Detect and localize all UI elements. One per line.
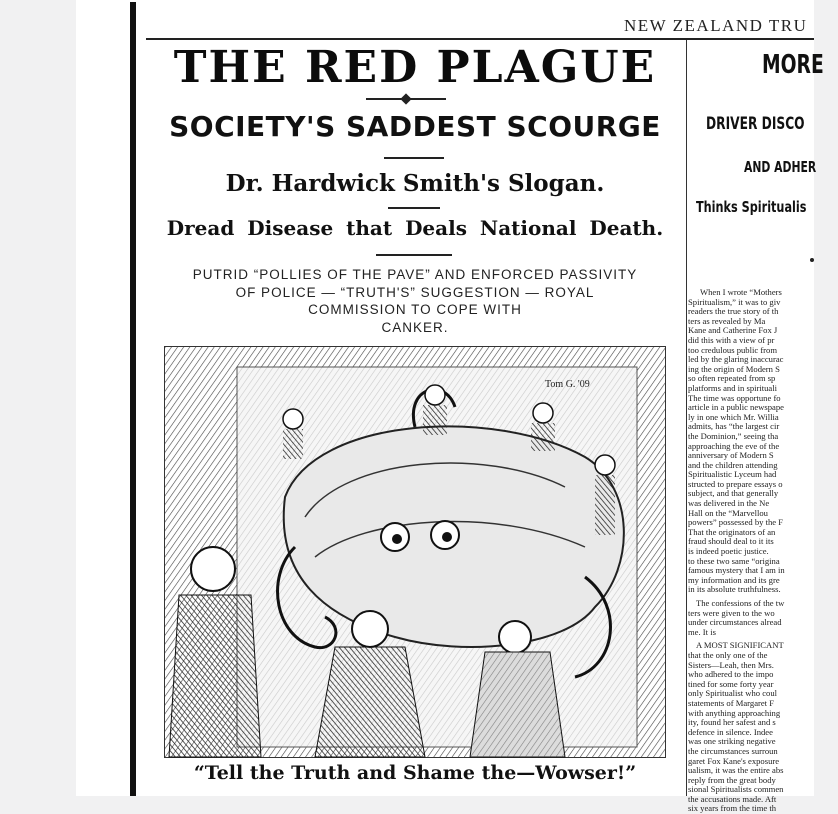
body-line: sional Spiritualists commen <box>688 784 784 795</box>
body-line: reply from the great body <box>688 774 776 785</box>
artist-signature: Tom G. '09 <box>545 379 590 390</box>
body-line: Hall on the “Marvellou <box>688 507 768 518</box>
body-line: The time was opportune fo <box>688 392 781 403</box>
body-line: my information and its gre <box>688 574 780 585</box>
article-subhead-1: SOCIETY'S SADDEST SCOURGE <box>169 110 661 143</box>
body-line: so often repeated from sp <box>688 373 776 384</box>
deck-line: OF POLICE — “TRUTH'S” SUGGESTION — ROYAL <box>235 284 595 300</box>
body-line: the accusations made. Aft <box>688 793 777 804</box>
body-line: did this with a view of pr <box>688 334 775 345</box>
adjacent-column <box>688 40 824 814</box>
deck-line: PUTRID “POLLIES OF THE PAVE” AND ENFORCED PASSIVITY <box>192 267 638 282</box>
body-line: ing the origin of Modern S <box>688 363 780 374</box>
body-line: was one striking negative <box>688 736 776 747</box>
running-head: NEW ZEALAND TRU <box>624 16 808 35</box>
adjacent-subhead-1: DRIVER DISCO <box>706 114 805 134</box>
body-line: was delivered in the Ne <box>688 498 770 509</box>
body-line: That the originators of an <box>688 526 776 537</box>
body-line: Spiritualistic Lyceum had <box>688 469 777 480</box>
headline-ornament <box>366 98 446 100</box>
body-line: the Dominion,” seeing tha <box>688 430 779 441</box>
body-line: article in a public newspape <box>688 402 784 413</box>
adjacent-body-text <box>688 288 838 814</box>
body-line: admits, has “the largest cir <box>688 421 780 432</box>
body-line: platforms and in spirituali <box>688 382 778 393</box>
body-line: ters were given to the wo <box>688 607 775 618</box>
adjacent-subhead-2: AND ADHER <box>744 158 817 176</box>
column-rule <box>686 40 687 796</box>
body-line: Sisters—Leah, then Mrs. <box>688 659 774 670</box>
body-line: readers the true story of th <box>688 306 779 317</box>
body-line: that the only one of the <box>688 649 768 660</box>
viewer-gutter <box>0 0 76 796</box>
body-line: subject, and that generally <box>688 488 779 499</box>
page-edge-border <box>130 2 136 796</box>
body-line: The confessions of the tw <box>696 598 785 608</box>
body-line: under circumstances alread <box>688 617 782 628</box>
body-line: who adhered to the impo <box>688 669 774 680</box>
divider-rule-2 <box>388 207 440 209</box>
body-line: fraud should deal to it its <box>688 536 774 547</box>
body-line: the circumstances surroun <box>688 745 778 756</box>
body-line: famous mystery that I am in <box>688 565 785 576</box>
body-line: A MOST SIGNIFICANT <box>696 640 784 651</box>
body-line: to these two same “origina <box>688 555 780 566</box>
body-line: with anything approaching <box>688 707 781 718</box>
adjacent-subhead-3: Thinks Spiritualis <box>696 198 807 216</box>
deck-line: CANKER. <box>381 319 449 335</box>
body-line: statements of Margaret F <box>688 697 774 708</box>
body-line: ly in one which Mr. Willia <box>688 411 779 422</box>
body-line: ters as revealed by Ma <box>688 315 766 326</box>
body-line: ity, found her safest and s <box>688 717 776 728</box>
deck-line: COMMISSION TO COPE WITH <box>308 302 522 317</box>
body-line: six years from the time th <box>688 803 777 814</box>
body-line: too credulous public from <box>688 344 778 355</box>
body-line: approaching the eve of the <box>688 440 780 451</box>
ornament-dot <box>810 258 814 262</box>
body-line: structed to prepare essays o <box>688 478 783 489</box>
body-line: and the children attending <box>688 459 778 470</box>
article-subhead-3: Dread Disease that Deals National Death. <box>166 216 664 240</box>
body-line: in its absolute truthfulness. <box>688 584 781 595</box>
body-line: led by the glaring inaccurac <box>688 354 784 365</box>
body-line: Kane and Catherine Fox J <box>688 325 778 336</box>
body-line: only Spiritualist who coul <box>688 688 778 699</box>
divider-rule-3 <box>376 254 452 256</box>
body-line: me. It is <box>688 626 716 637</box>
article-headline: THE RED PLAGUE <box>173 42 657 93</box>
body-line: Spiritualism,” it was to giv <box>688 296 781 307</box>
body-line: is indeed poetic justice. <box>688 546 769 557</box>
cartoon-illustration <box>164 346 666 758</box>
body-line: When I wrote “Mothers <box>700 287 782 297</box>
article-deck <box>146 266 684 336</box>
newspaper-page <box>76 0 824 814</box>
body-line: powers” possessed by the F <box>688 517 783 528</box>
body-line: ualism, it was the entire abs <box>688 765 784 776</box>
divider-rule-1 <box>384 157 444 159</box>
adjacent-headline: MORE <box>762 50 824 80</box>
cartoon-drawing <box>165 347 665 757</box>
article-subhead-2: Dr. Hardwick Smith's Slogan. <box>225 170 605 197</box>
cartoon-caption: “Tell the Truth and Shame the—Wowser!” <box>193 762 637 784</box>
body-line: garet Fox Kane's exposure <box>688 755 780 766</box>
body-line: anniversary of Modern S <box>688 450 774 461</box>
body-line: defence in silence. Indee <box>688 726 773 737</box>
body-line: tined for some forty year <box>688 678 774 689</box>
